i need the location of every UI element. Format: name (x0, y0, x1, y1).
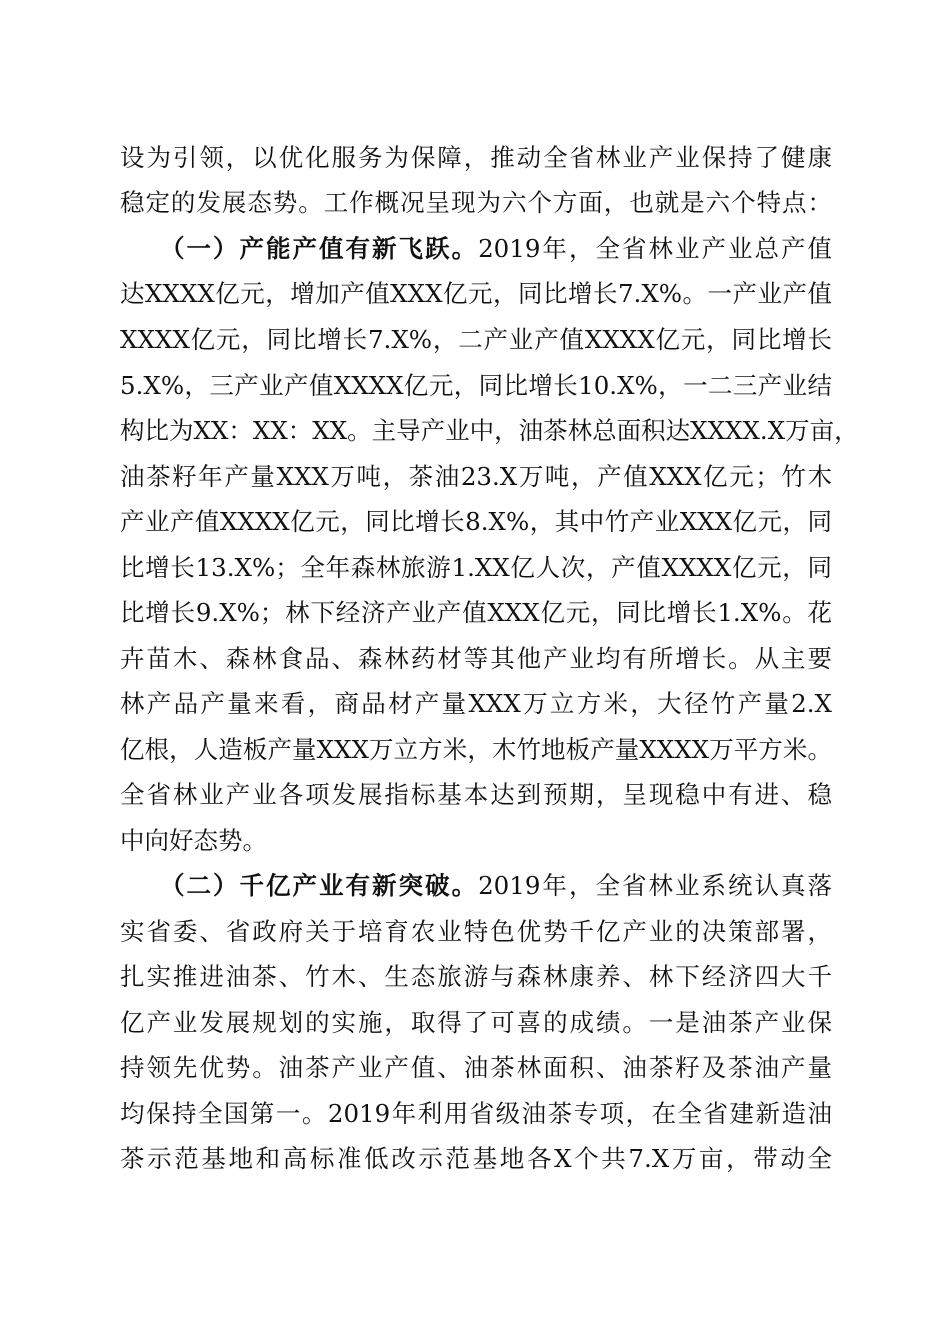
section-1-heading: （一）产能产值有新飞跃。 (160, 234, 479, 263)
section-1-first-line (160, 233, 832, 265)
paragraph-line: 中向好态势。 (120, 826, 267, 855)
section-1-first-line-text: 2019年，全省林业产业总产值 (478, 234, 832, 263)
paragraph-line: 比增长9.X%；林下经济产业产值XXX亿元，同比增长1.X%。花 (120, 598, 832, 627)
section-2-first-line (160, 870, 832, 902)
intro-line: 设为引领，以优化服务为保障，推动全省林业产业保持了健康 (120, 143, 832, 172)
paragraph-line: 亿产业发展规划的实施，取得了可喜的成绩。一是油茶产业保 (120, 1008, 832, 1037)
paragraph-line: 茶示范基地和高标准低改示范基地各X个共7.X万亩，带动全 (120, 1144, 832, 1173)
paragraph-line: 林产品产量来看，商品材产量XXX万立方米，大径竹产量2.X (120, 689, 832, 718)
paragraph-line: 卉苗木、森林食品、森林药材等其他产业均有所增长。从主要 (120, 644, 832, 673)
paragraph-line: 亿根，人造板产量XXX万立方米，木竹地板产量XXXX万平方米。 (120, 735, 832, 764)
paragraph-line: 均保持全国第一。2019年利用省级油茶专项，在全省建新造油 (120, 1099, 832, 1128)
paragraph-line: 扎实推进油茶、竹木、生态旅游与森林康养、林下经济四大千 (120, 962, 832, 991)
paragraph-line: 油茶籽年产量XXX万吨，茶油23.X万吨，产值XXX亿元；竹木 (120, 462, 832, 491)
paragraph-line: 持领先优势。油茶产业产值、油茶林面积、油茶籽及茶油产量 (120, 1053, 832, 1082)
section-2-heading: （二）千亿产业有新突破。 (160, 871, 479, 900)
paragraph-line: 产业产值XXXX亿元，同比增长8.X%，其中竹产业XXX亿元，同 (120, 507, 832, 536)
paragraph-line: 比增长13.X%；全年森林旅游1.XX亿人次，产值XXXX亿元，同 (120, 553, 832, 582)
paragraph-line: 全省林业产业各项发展指标基本达到预期，呈现稳中有进、稳 (120, 780, 832, 809)
paragraph-line: 实省委、省政府关于培育农业特色优势千亿产业的决策部署， (120, 917, 832, 946)
paragraph-line: XXXX亿元，同比增长7.X%，二产业产值XXXX亿元，同比增长 (120, 325, 832, 354)
paragraph-line: 构比为XX：XX：XX。主导产业中，油茶林总面积达XXXX.X万亩， (120, 416, 859, 445)
section-2-first-line-text: 2019年，全省林业系统认真落 (478, 871, 832, 900)
paragraph-line: 5.X%，三产业产值XXXX亿元，同比增长10.X%，一二三产业结 (120, 371, 832, 400)
intro-line: 稳定的发展态势。工作概况呈现为六个方面，也就是六个特点： (120, 188, 832, 217)
paragraph-line: 达XXXX亿元，增加产值XXX亿元，同比增长7.X%。一产业产值 (120, 279, 832, 308)
